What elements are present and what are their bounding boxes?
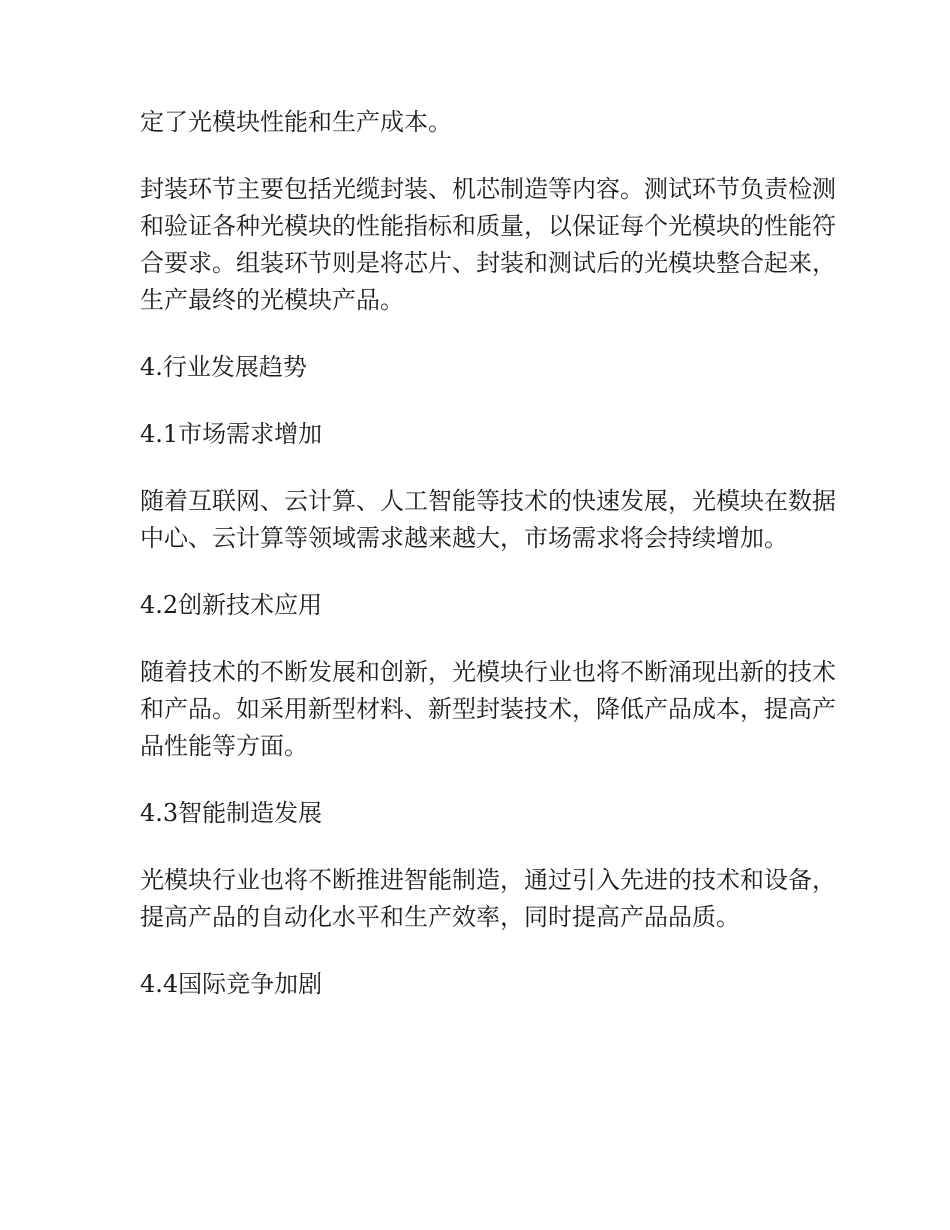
paragraph-market-demand: 随着互联网、云计算、人工智能等技术的快速发展，光模块在数据中心、云计算等领域需求越来越大，市场需求将会持续增加。 xyxy=(140,487,836,552)
paragraph-innovation: 随着技术的不断发展和创新，光模块行业也将不断涌现出新的技术和产品。如采用新型材料、新型封装技术，降低产品成本，提高产品性能等方面。 xyxy=(140,658,836,760)
section-heading-trends: 4.行业发展趋势 xyxy=(140,353,307,381)
paragraph-smart-manufacturing: 光模块行业也将不断推进智能制造，通过引入先进的技术和设备，提高产品的自动化水平和生产效率，同时提高产品品质。 xyxy=(140,866,836,931)
subsection-heading-innovation: 4.2创新技术应用 xyxy=(140,591,323,619)
subsection-heading-international-competition: 4.4国际竞争加剧 xyxy=(140,970,323,998)
subsection-heading-market-demand: 4.1市场需求增加 xyxy=(140,420,323,448)
subsection-heading-smart-manufacturing: 4.3智能制造发展 xyxy=(140,799,323,827)
paragraph-cost-conclusion: 定了光模块性能和生产成本。 xyxy=(140,108,452,136)
document-body xyxy=(140,104,840,1033)
paragraph-packaging-testing: 封装环节主要包括光缆封装、机芯制造等内容。测试环节负责检测和验证各种光模块的性能指标和质量，以保证每个光模块的性能符合要求。组装环节则是将芯片、封装和测试后的光模块整合起来，生产最终的光模块产品。 xyxy=(140,175,836,314)
